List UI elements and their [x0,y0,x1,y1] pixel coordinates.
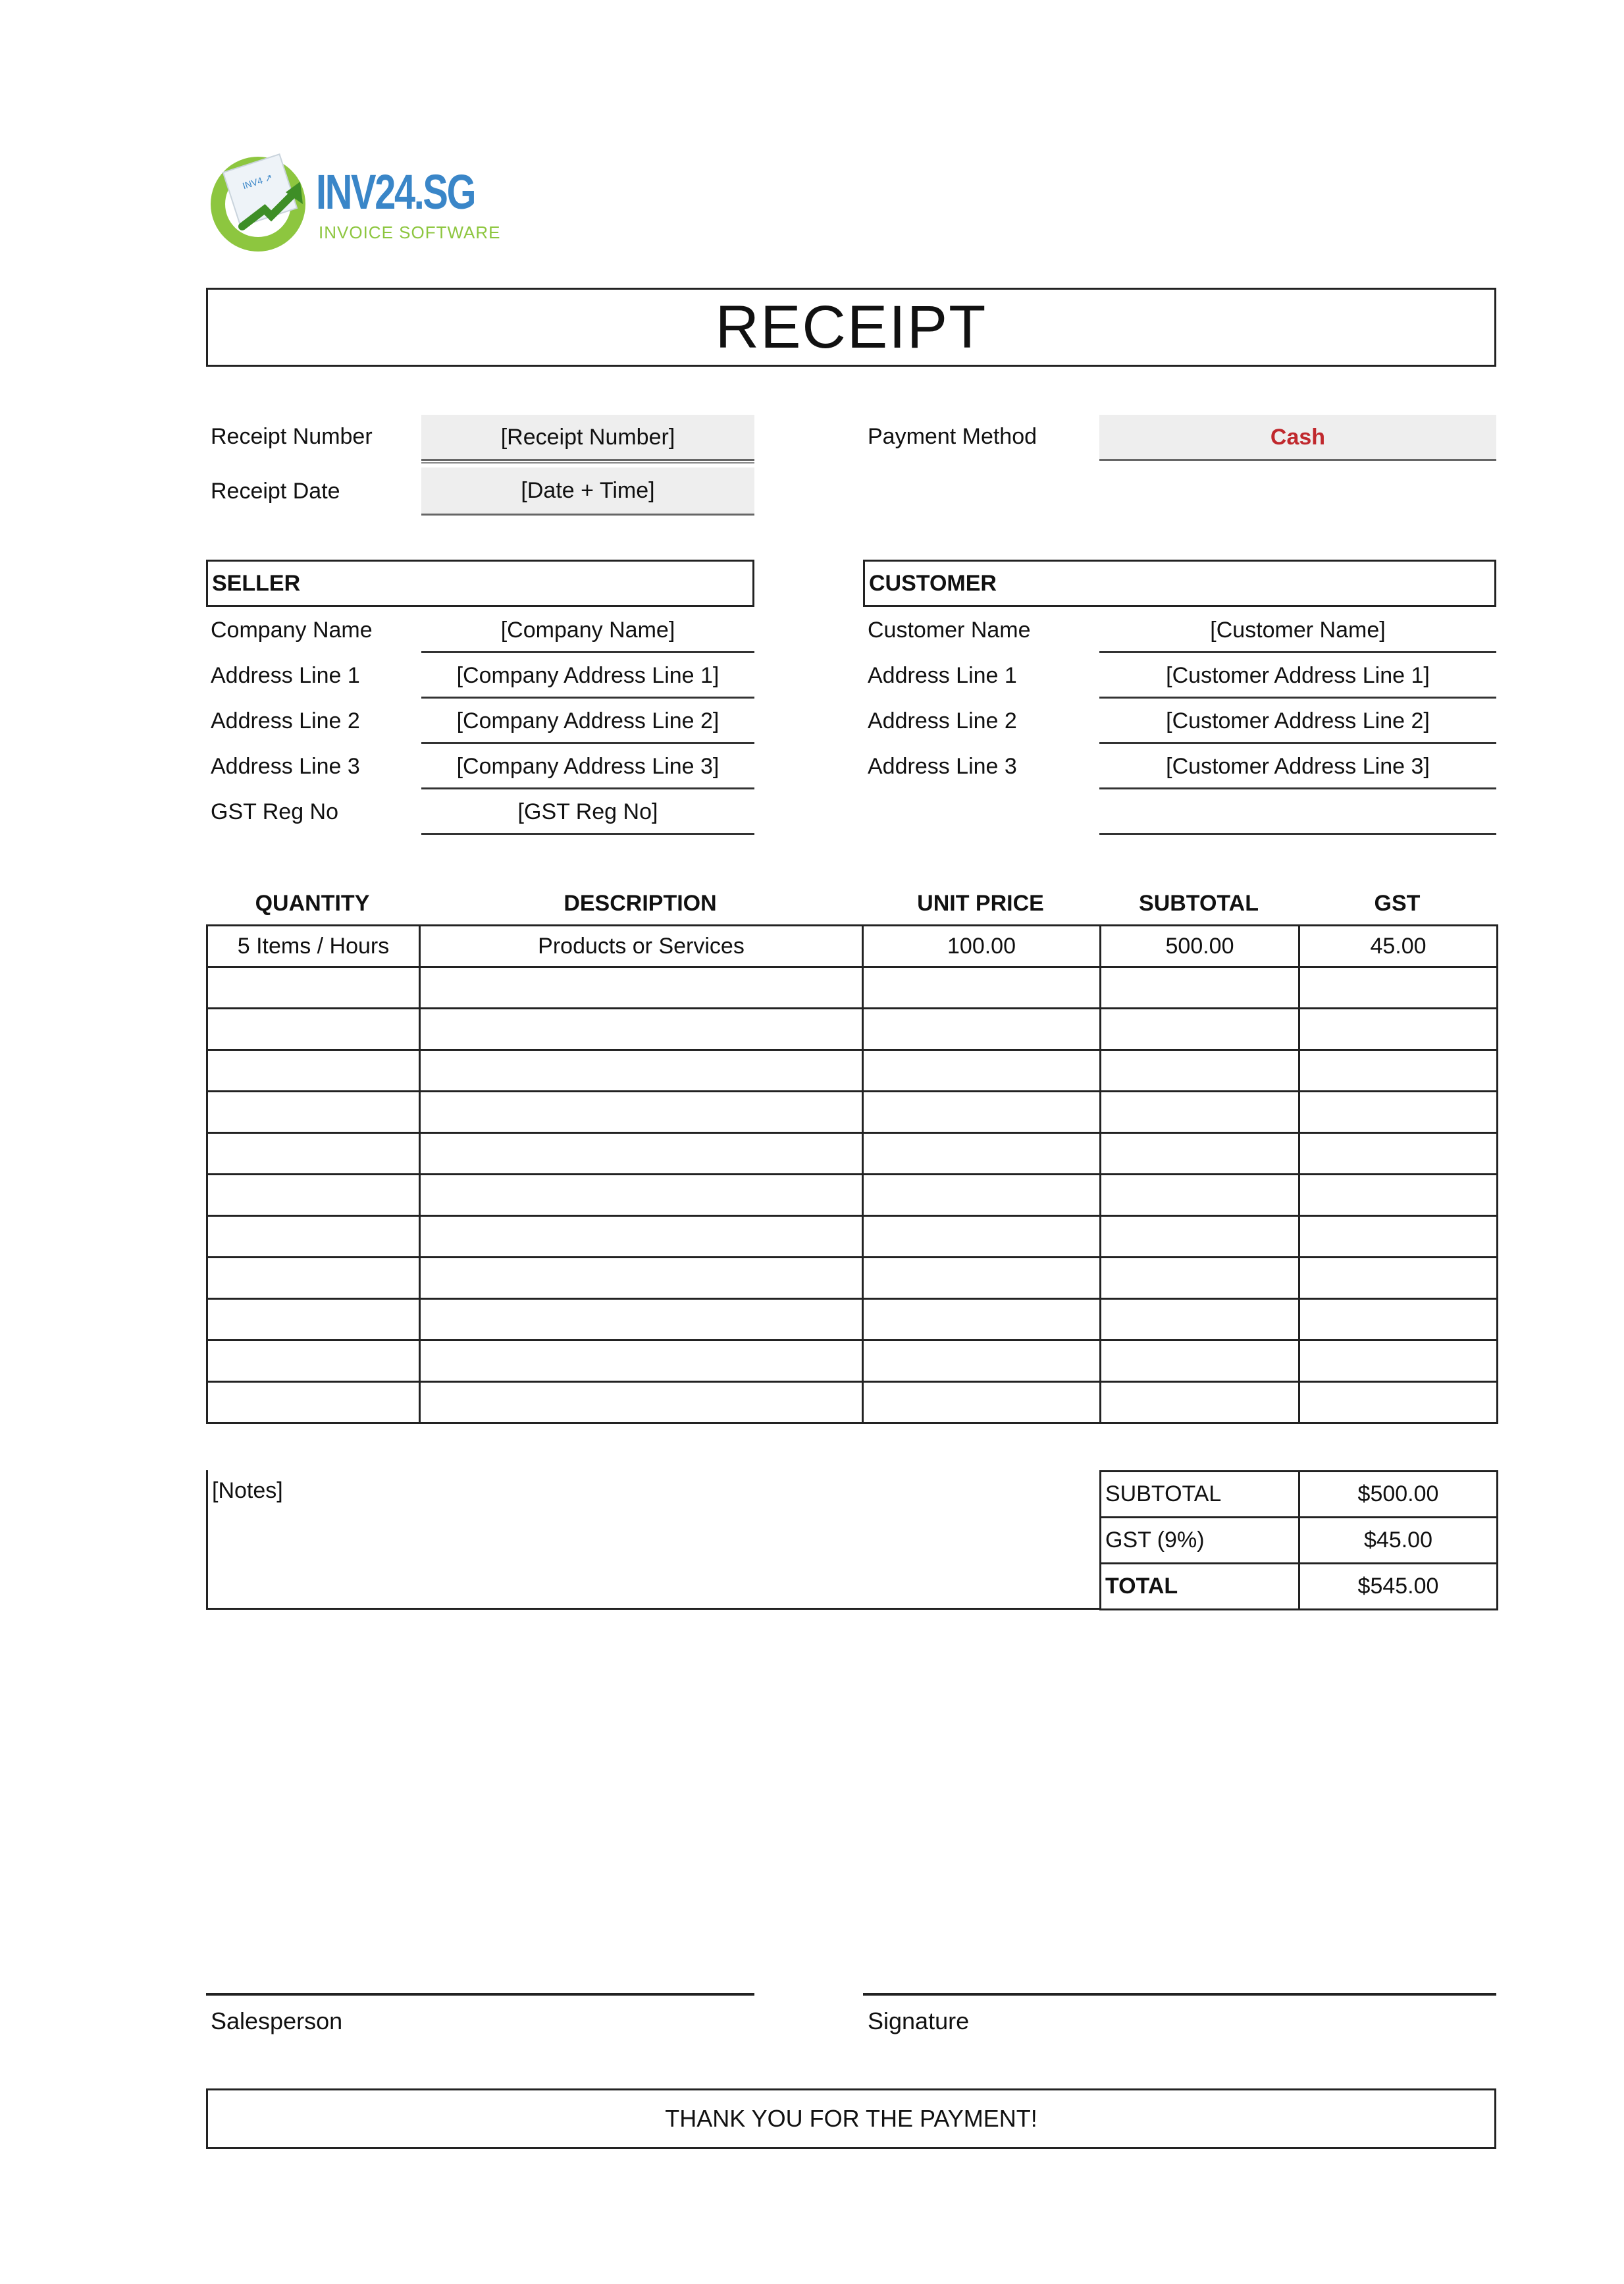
table-row [207,926,1498,967]
col-header-unit-price: UNIT PRICE [917,891,1044,916]
totals-subtotal-value: $500.00 [1299,1472,1498,1518]
totals-row-total [1101,1564,1498,1610]
receipt-date-label: Receipt Date [211,479,340,504]
customer-label-address-3: Address Line 3 [868,754,1017,779]
table-row [207,1216,1498,1258]
cell-description[interactable] [420,1341,863,1382]
field-divider [421,462,754,464]
cell-unit-price[interactable] [863,1092,1101,1133]
cell-subtotal[interactable]: 500.00 [1101,926,1299,967]
seller-label-address-1: Address Line 1 [211,663,360,688]
notes-box[interactable] [206,1470,1101,1610]
payment-method-value: Cash [1270,424,1326,450]
payment-method-field[interactable] [1099,415,1496,461]
table-row [207,1258,1498,1299]
cell-description[interactable] [420,1133,863,1175]
seller-field-company-name[interactable] [421,608,754,653]
title-box [206,288,1496,367]
seller-label-address-3: Address Line 3 [211,754,360,779]
cell-subtotal[interactable] [1101,1050,1299,1092]
table-row [207,967,1498,1009]
cell-gst[interactable] [1299,1092,1498,1133]
col-header-quantity: QUANTITY [255,891,370,916]
seller-value-address-1: [Company Address Line 1] [456,662,720,688]
receipt-date-field[interactable] [421,467,754,516]
totals-total-label: TOTAL [1101,1564,1299,1610]
seller-field-gst-reg[interactable] [421,790,754,835]
logo-paper-text: INV4 ↗ [241,171,274,192]
seller-label-address-2: Address Line 2 [211,708,360,733]
cell-subtotal[interactable] [1101,1133,1299,1175]
col-header-subtotal: SUBTOTAL [1139,891,1259,916]
table-row [207,1009,1498,1050]
cell-description[interactable] [420,1299,863,1341]
seller-field-address-1[interactable] [421,654,754,699]
cell-quantity[interactable] [207,1341,420,1382]
cell-description[interactable] [420,1382,863,1423]
cell-subtotal[interactable] [1101,967,1299,1009]
totals-gst-label: GST (9%) [1101,1518,1299,1564]
cell-unit-price[interactable] [863,1175,1101,1216]
cell-quantity[interactable] [207,1382,420,1423]
cell-unit-price[interactable] [863,1133,1101,1175]
totals-total-value: $545.00 [1299,1564,1498,1610]
cell-unit-price[interactable]: 100.00 [863,926,1101,967]
cell-description[interactable] [420,1175,863,1216]
logo-subtitle: INVOICE SOFTWARE [319,223,501,242]
cell-gst[interactable] [1299,1258,1498,1299]
seller-heading-box [206,560,754,607]
totals-row-subtotal [1101,1472,1498,1518]
customer-field-address-1[interactable] [1099,654,1496,699]
customer-value-address-3: [Customer Address Line 3] [1166,753,1430,779]
cell-quantity[interactable] [207,1258,420,1299]
cell-gst[interactable] [1299,1050,1498,1092]
cell-quantity[interactable] [207,1050,420,1092]
cell-subtotal[interactable] [1101,1216,1299,1258]
table-row [207,1133,1498,1175]
cell-quantity[interactable] [207,967,420,1009]
cell-description[interactable] [420,1009,863,1050]
cell-quantity[interactable] [207,1133,420,1175]
cell-description[interactable] [420,967,863,1009]
thank-you-message: THANK YOU FOR THE PAYMENT! [665,2105,1037,2132]
customer-label-address-1: Address Line 1 [868,663,1017,688]
cell-gst[interactable] [1299,1216,1498,1258]
signature-label: Signature [868,2007,970,2034]
table-row [207,1050,1498,1092]
cell-quantity[interactable] [207,1175,420,1216]
cell-unit-price[interactable] [863,1299,1101,1341]
seller-value-address-2: [Company Address Line 2] [456,708,720,733]
items-table [206,924,1498,1424]
cell-quantity[interactable]: 5 Items / Hours [207,926,420,967]
cell-description[interactable] [420,1258,863,1299]
cell-subtotal[interactable] [1101,1299,1299,1341]
salesperson-label: Salesperson [211,2007,343,2034]
payment-method-label: Payment Method [868,424,1037,449]
totals-subtotal-label: SUBTOTAL [1101,1472,1299,1518]
seller-value-address-3: [Company Address Line 3] [456,753,720,779]
cell-unit-price[interactable] [863,1050,1101,1092]
cell-quantity[interactable] [207,1009,420,1050]
customer-value-name: [Customer Name] [1210,617,1386,643]
notes-text: [Notes] [212,1478,283,1503]
signature-line[interactable] [863,1993,1496,1996]
cell-subtotal[interactable] [1101,1341,1299,1382]
cell-gst[interactable] [1299,1175,1498,1216]
table-row [207,1382,1498,1423]
totals-row-gst [1101,1518,1498,1564]
customer-field-address-2[interactable] [1099,699,1496,744]
seller-value-company-name: [Company Name] [500,617,675,643]
customer-field-address-3[interactable] [1099,745,1496,789]
cell-description[interactable]: Products or Services [420,926,863,967]
cell-quantity[interactable] [207,1092,420,1133]
cell-unit-price[interactable] [863,1382,1101,1423]
seller-field-address-3[interactable] [421,745,754,789]
seller-field-address-2[interactable] [421,699,754,744]
customer-label-address-2: Address Line 2 [868,708,1017,733]
cell-quantity[interactable] [207,1216,420,1258]
cell-gst[interactable] [1299,1133,1498,1175]
cell-subtotal[interactable] [1101,1092,1299,1133]
cell-gst[interactable] [1299,1009,1498,1050]
cell-quantity[interactable] [207,1299,420,1341]
col-header-gst: GST [1374,891,1421,916]
table-row [207,1341,1498,1382]
cell-subtotal[interactable] [1101,1175,1299,1216]
totals-table [1099,1470,1498,1610]
receipt-number-label: Receipt Number [211,424,373,449]
receipt-date-value: [Date + Time] [521,478,655,503]
cell-unit-price[interactable] [863,1216,1101,1258]
seller-heading: SELLER [212,570,301,596]
col-header-description: DESCRIPTION [563,891,717,916]
customer-label-name: Customer Name [868,618,1031,643]
cell-description[interactable] [420,1092,863,1133]
seller-label-company-name: Company Name [211,618,373,643]
totals-gst-value: $45.00 [1299,1518,1498,1564]
customer-field-extra[interactable] [1099,790,1496,835]
table-row [207,1175,1498,1216]
cell-unit-price[interactable] [863,1009,1101,1050]
customer-value-address-2: [Customer Address Line 2] [1166,708,1430,733]
cell-unit-price[interactable] [863,1341,1101,1382]
cell-gst[interactable]: 45.00 [1299,926,1498,967]
page-title: RECEIPT [715,293,987,361]
cell-subtotal[interactable] [1101,1258,1299,1299]
seller-value-gst-reg: [GST Reg No] [517,799,658,824]
customer-value-address-1: [Customer Address Line 1] [1166,662,1430,688]
logo-name: INV24.SG [316,165,475,219]
cell-unit-price[interactable] [863,967,1101,1009]
cell-gst[interactable] [1299,1341,1498,1382]
customer-heading: CUSTOMER [869,570,997,596]
table-row [207,1299,1498,1341]
customer-field-name[interactable] [1099,608,1496,653]
salesperson-line[interactable] [206,1993,754,1996]
table-row [207,1092,1498,1133]
cell-subtotal[interactable] [1101,1009,1299,1050]
customer-heading-box [863,560,1496,607]
cell-description[interactable] [420,1050,863,1092]
cell-gst[interactable] [1299,1382,1498,1423]
cell-subtotal[interactable] [1101,1382,1299,1423]
seller-label-gst-reg: GST Reg No [211,799,339,824]
cell-description[interactable] [420,1216,863,1258]
cell-unit-price[interactable] [863,1258,1101,1299]
cell-gst[interactable] [1299,1299,1498,1341]
receipt-number-value: [Receipt Number] [500,424,675,450]
receipt-number-field[interactable] [421,415,754,461]
cell-gst[interactable] [1299,967,1498,1009]
thank-you-box [206,2088,1496,2149]
